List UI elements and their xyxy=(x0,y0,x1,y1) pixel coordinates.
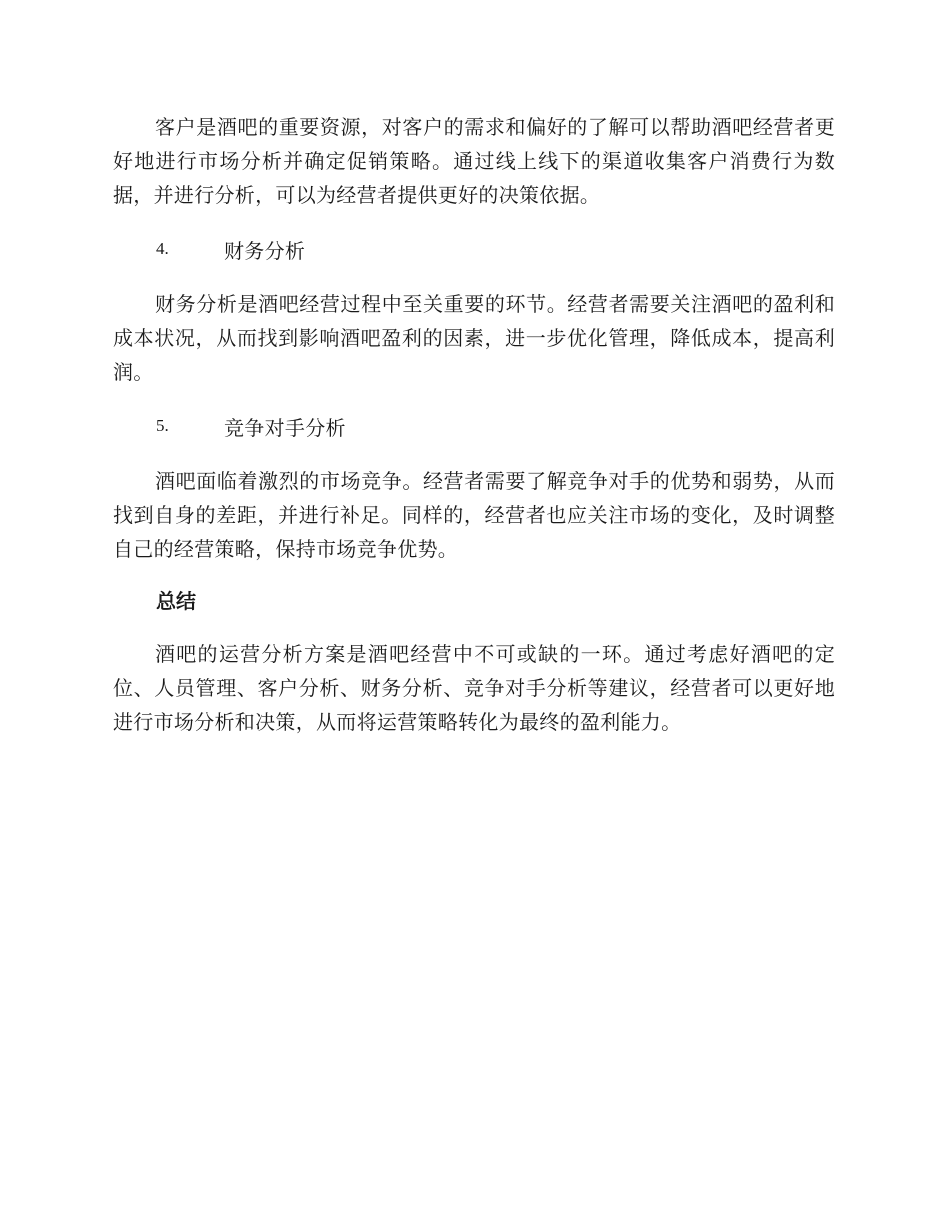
heading-number: 4. xyxy=(156,239,169,258)
summary-heading: 总结 xyxy=(156,589,196,613)
heading-competitor-analysis xyxy=(113,409,835,443)
paragraph-financial-analysis: 财务分析是酒吧经营过程中至关重要的环节。经营者需要关注酒吧的盈利和成本状况，从而找到影响酒吧盈利的因素，进一步优化管理，降低成本，提高利润。 xyxy=(113,292,835,384)
paragraph-competitor-analysis: 酒吧面临着激烈的市场竞争。经营者需要了解竞争对手的优势和弱势，从而找到自身的差距，并进行补足。同样的，经营者也应关注市场的变化，及时调整自己的经营策略，保持市场竞争优势。 xyxy=(113,469,835,561)
heading-title: 竞争对手分析 xyxy=(224,415,346,440)
paragraph-customer-analysis: 客户是酒吧的重要资源，对客户的需求和偏好的了解可以帮助酒吧经营者更好地进行市场分析并确定促销策略。通过线上线下的渠道收集客户消费行为数据，并进行分析，可以为经营者提供更好的决策依据。 xyxy=(113,115,835,207)
document-body xyxy=(113,110,835,739)
heading-title: 财务分析 xyxy=(224,238,306,263)
heading-financial-analysis xyxy=(113,232,835,266)
heading-number: 5. xyxy=(156,416,169,435)
paragraph-summary: 酒吧的运营分析方案是酒吧经营中不可或缺的一环。通过考虑好酒吧的定位、人员管理、客户分析、财务分析、竞争对手分析等建议，经营者可以更好地进行市场分析和决策，从而将运营策略转化为最终的盈利能力。 xyxy=(113,642,835,734)
